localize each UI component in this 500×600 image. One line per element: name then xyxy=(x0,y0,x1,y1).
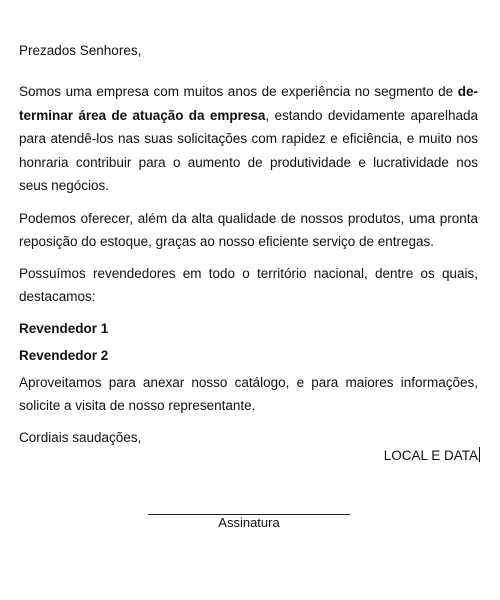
place-date-text: LOCAL E DATA xyxy=(383,448,478,463)
catalog-paragraph: Aproveitamos para anexar nosso catálogo, e para maiores informações, solicite a visita de nosso representante. xyxy=(19,374,478,413)
place-date-field[interactable] xyxy=(384,446,480,465)
intro-text-after: , estando devidamente aparelhada para atendê-los nas suas solicitações com rapidez e eficiência, e muito nos honraria contribuir para o aumento de produtividade e lucratividade nos seus negócios. xyxy=(19,107,479,193)
reseller-1: Revendedor 1 xyxy=(19,320,109,336)
text-cursor xyxy=(479,447,480,462)
signature-label: Assinatura xyxy=(218,515,280,530)
salutation: Prezados Senhores, xyxy=(19,43,142,58)
business-segment-placeholder: de-terminar área de atuação da empresa xyxy=(19,84,478,123)
offer-paragraph: Podemos oferecer, além da alta qualidade de nossos produtos, uma pronta reposição do estoque, graças ao nosso eficiente serviço de entregas. xyxy=(19,210,478,249)
intro-text-before: Somos uma empresa com muitos anos de experiência no segmento de xyxy=(19,84,458,99)
letter-body xyxy=(19,41,478,449)
reseller-2: Revendedor 2 xyxy=(19,347,109,363)
closing-line: Cordiais saudações, xyxy=(19,429,142,445)
intro-paragraph xyxy=(19,80,478,198)
resellers-intro-paragraph: Possuímos revendedores em todo o território nacional, dentre os quais, destacamos: xyxy=(19,265,478,304)
